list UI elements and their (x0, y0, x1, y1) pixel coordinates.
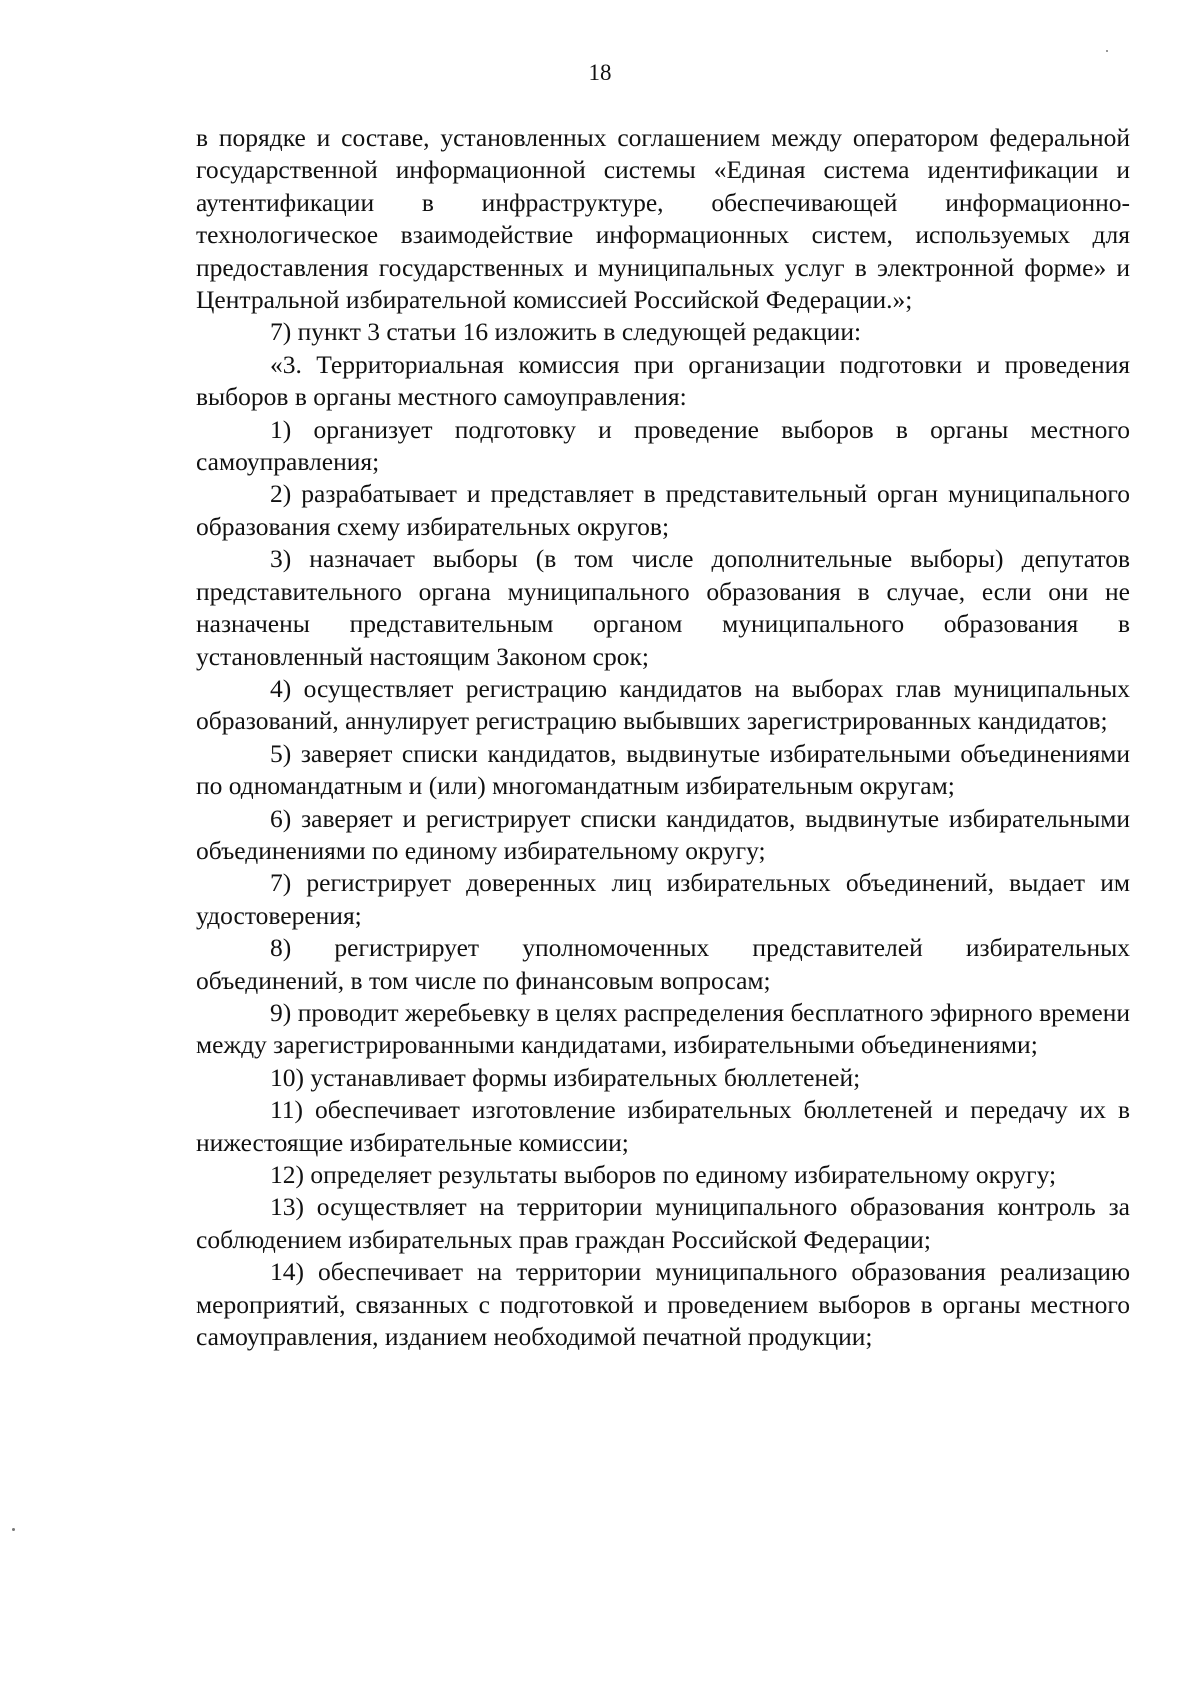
document-body (196, 122, 1130, 1353)
paragraph: 12) определяет результаты выборов по единому избирательному округу; (270, 1160, 1057, 1189)
paragraph: 11) обеспечивает изготовление избирательных бюллетеней и передачу их в нижестоящие избирательные комиссии; (196, 1095, 1130, 1157)
scan-speck (1106, 50, 1108, 52)
paragraph: 3) назначает выборы (в том числе дополнительные выборы) депутатов представительного органа муниципального образования в случае, если они не назначены представительным органом муниципального образования в установленный настоящим Законом срок; (196, 544, 1130, 671)
paragraph: 8) регистрирует уполномоченных представителей избирательных объединений, в том числе по финансовым вопросам; (196, 933, 1130, 995)
scan-speck (12, 1528, 15, 1531)
paragraph: 13) осуществляет на территории муниципального образования контроль за соблюдением избирательных прав граждан Российской Федерации; (196, 1192, 1130, 1254)
paragraph: 10) устанавливает формы избирательных бюллетеней; (270, 1062, 861, 1092)
page-number: 18 (588, 60, 612, 85)
paragraph: 1) организует подготовку и проведение выборов в органы местного самоуправления; (196, 414, 1130, 477)
paragraph: 6) заверяет и регистрирует списки кандидатов, выдвинутые избирательными объединениями по единому избирательному округу; (196, 803, 1130, 865)
paragraph: 2) разрабатывает и представляет в представительный орган муниципального образования схему избирательных округов; (196, 479, 1130, 541)
paragraph: 14) обеспечивает на территории муниципального образования реализацию мероприятий, связанных с подготовкой и проведением выборов в органы местного самоуправления, изданием необходимой печатной продукции; (196, 1257, 1130, 1352)
paragraph: 7) пункт 3 статьи 16 изложить в следующей редакции: (270, 317, 862, 347)
paragraph: 5) заверяет списки кандидатов, выдвинутые избирательными объединениями по одномандатным и (или) многомандатным избирательным округам; (196, 738, 1130, 801)
paragraph: «3. Территориальная комиссия при организации подготовки и проведения выборов в органы местного самоуправления: (196, 349, 1130, 412)
paragraph: 7) регистрирует доверенных лиц избирательных объединений, выдает им удостоверения; (196, 868, 1130, 930)
paragraph-continuation: в порядке и составе, установленных соглашением между оператором федеральной государственной информационной системы «Единая система идентификации и аутентификации в инфраструктуре, обеспечивающей информационно-технологическое взаимодействие информационных систем, используемых для предоставления государственных и муниципальных услуг в электронной форме» и Центральной избирательной комиссией Российской Федерации.»; (196, 123, 1130, 315)
paragraph: 4) осуществляет регистрацию кандидатов на выборах глав муниципальных образований, аннулирует регистрацию выбывших зарегистрированных кандидатов; (196, 673, 1130, 736)
paragraph: 9) проводит жеребьевку в целях распределения бесплатного эфирного времени между зарегистрированными кандидатами, избирательными объединениями; (196, 997, 1130, 1060)
